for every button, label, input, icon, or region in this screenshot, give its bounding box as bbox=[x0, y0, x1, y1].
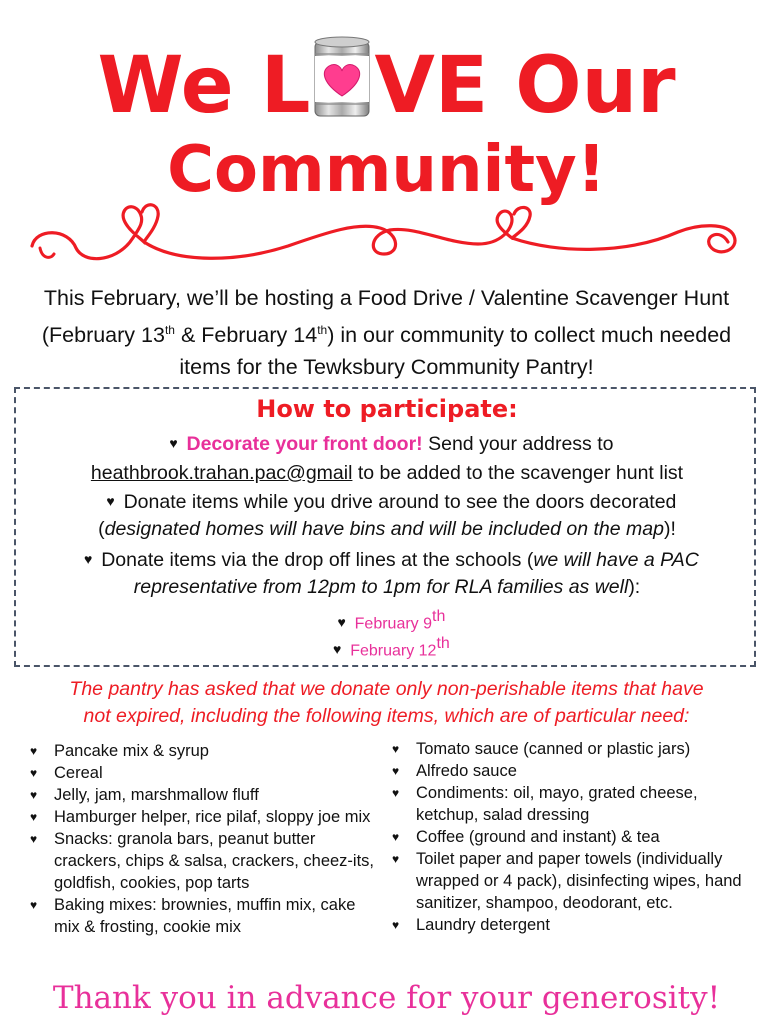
thank-you-footer: Thank you in advance for your generosity! bbox=[52, 980, 721, 1016]
heart-icon: ♥ bbox=[392, 852, 400, 866]
heart-icon: ♥ bbox=[30, 832, 38, 846]
heart-icon: ♥ bbox=[333, 640, 342, 657]
list-item: ♥ Cereal bbox=[30, 764, 103, 782]
heart-icon: ♥ bbox=[392, 786, 400, 800]
heart-icon: ♥ bbox=[30, 744, 38, 758]
heart-icon: ♥ bbox=[392, 830, 400, 844]
pantry-note: The pantry has asked that we donate only non-perishable items that have not expired, including the following items, which are of particular need: bbox=[69, 678, 704, 727]
heart-icon: ♥ bbox=[30, 766, 38, 780]
list-item: ♥ Pancake mix & syrup bbox=[30, 742, 209, 760]
items-list-right bbox=[392, 738, 752, 936]
list-item: ♥ Condiments: oil, mayo, grated cheese, ketchup, salad dressing bbox=[392, 784, 698, 824]
heart-icon: ♥ bbox=[30, 788, 38, 802]
list-item: ♥ Laundry detergent bbox=[392, 916, 550, 934]
heart-icon: ♥ bbox=[392, 918, 400, 932]
bullet-decorate: ♥ Decorate your front door! Send your address to bbox=[16, 431, 758, 456]
heart-icon: ♥ bbox=[30, 810, 38, 824]
date-feb-12: ♥ February 12th bbox=[16, 632, 758, 664]
list-item: ♥ Tomato sauce (canned or plastic jars) bbox=[392, 740, 691, 758]
heart-icon: ♥ bbox=[84, 551, 93, 567]
list-item: ♥ Snacks: granola bars, peanut butter crackers, chips & salsa, crackers, cheez-its, goldfish, cookies, pop tarts bbox=[30, 830, 375, 892]
list-item: ♥ Baking mixes: brownies, muffin mix, cake mix & frosting, cookie mix bbox=[30, 896, 356, 936]
how-heading: How to participate: bbox=[256, 395, 518, 423]
bullet-drive: ♥ Donate items while you drive around to see the doors decorated bbox=[16, 489, 758, 514]
title-part2: VE Our bbox=[374, 41, 676, 131]
heart-icon: ♥ bbox=[169, 435, 178, 451]
list-item: ♥ Toilet paper and paper towels (individually wrapped or 4 pack), disinfecting wipes, hand sanitizer, shampoo, deodorant, etc. bbox=[392, 850, 742, 912]
date-feb-9: ♥ February 9th bbox=[16, 605, 758, 637]
heart-swirl-decoration bbox=[28, 198, 746, 270]
bullet-dropoff-cont: representative from 12pm to 1pm for RLA families as well): bbox=[133, 576, 641, 598]
bullet-drive-cont: (designated homes will have bins and will be included on the map)! bbox=[98, 518, 676, 540]
bullet-decorate-cont: heathbrook.trahan.pac@gmail to be added to the scavenger hunt list bbox=[90, 462, 684, 484]
list-item: ♥ Jelly, jam, marshmallow fluff bbox=[30, 786, 259, 804]
decorate-highlight: Decorate your front door! bbox=[186, 433, 423, 455]
heart-icon: ♥ bbox=[30, 898, 38, 912]
intro-text: This February, we’ll be hosting a Food Drive / Valentine Scavenger Hunt (February 13th & February 14th) in our community to collect much needed items for the Tewksbury Community Pantry! bbox=[41, 286, 732, 380]
list-item: ♥ Hamburger helper, rice pilaf, sloppy joe mix bbox=[30, 808, 371, 826]
bullet-dropoff: ♥ Donate items via the drop off lines at the schools (we will have a PAC bbox=[16, 547, 758, 572]
list-item: ♥ Coffee (ground and instant) & tea bbox=[392, 828, 660, 846]
page-title bbox=[0, 36, 773, 131]
heart-icon: ♥ bbox=[392, 742, 400, 756]
items-list-left bbox=[30, 740, 375, 938]
heart-icon: ♥ bbox=[106, 493, 115, 509]
list-item: ♥ Alfredo sauce bbox=[392, 762, 517, 780]
how-to-participate-box bbox=[14, 387, 756, 667]
page-title-line2: Community! bbox=[167, 133, 606, 207]
heart-icon: ♥ bbox=[392, 764, 400, 778]
email-link[interactable]: heathbrook.trahan.pac@gmail bbox=[90, 462, 353, 484]
heart-icon: ♥ bbox=[337, 613, 346, 630]
title-part1: We L bbox=[97, 41, 311, 131]
heart-can-icon bbox=[312, 36, 372, 122]
